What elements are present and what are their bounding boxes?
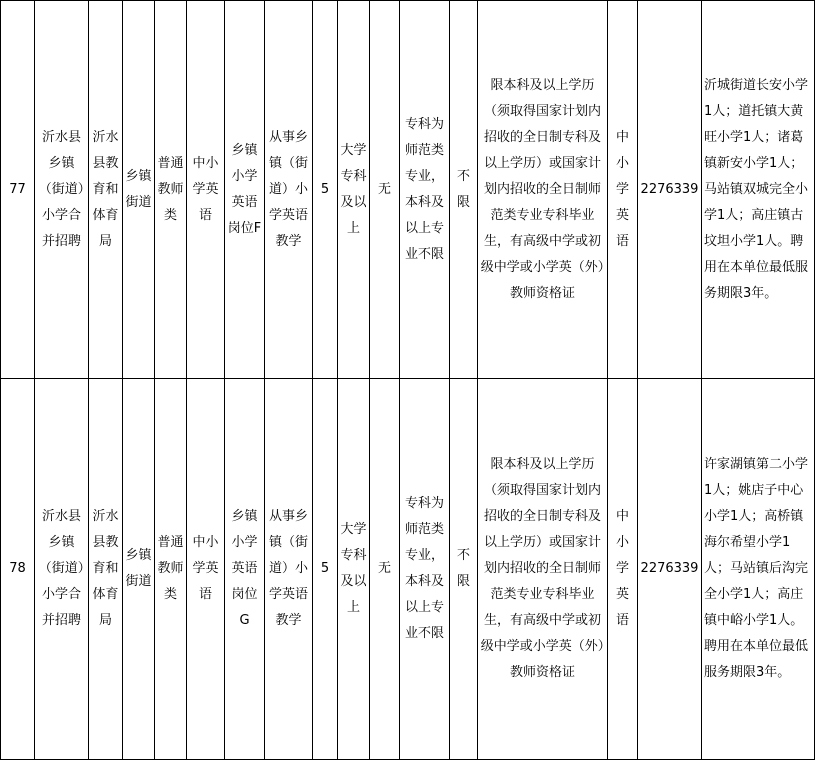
row-number: 78	[1, 379, 35, 760]
position-description: 从事乡镇（街道）小学英语教学	[265, 379, 313, 760]
position-category: 中小学英语	[187, 1, 225, 379]
contact-phone: 2276339	[638, 379, 702, 760]
hiring-unit: 乡镇街道	[123, 379, 155, 760]
table-row	[1, 379, 815, 760]
degree-requirement: 无	[370, 379, 400, 760]
position-name: 乡镇小学英语岗位F	[225, 1, 265, 379]
hire-count: 5	[313, 379, 338, 760]
hire-count: 5	[313, 1, 338, 379]
table-row	[1, 1, 815, 379]
remarks: 许家湖镇第二小学1人；姚店子中心小学1人；高桥镇海尔希望小学1人；马站镇后沟完全小学1人；高庄镇中峪小学1人。聘用在本单位最低服务期限3年。	[702, 379, 815, 760]
age-requirement: 不限	[450, 379, 478, 760]
contact-phone: 2276339	[638, 1, 702, 379]
department: 沂水县教育和体育局	[89, 1, 123, 379]
department: 沂水县教育和体育局	[89, 379, 123, 760]
education-requirement: 大学专科及以上	[338, 379, 370, 760]
position-type: 普通教师类	[155, 1, 187, 379]
position-category: 中小学英语	[187, 379, 225, 760]
age-requirement: 不限	[450, 1, 478, 379]
position-name: 乡镇小学英语岗位G	[225, 379, 265, 760]
exam-subject: 中小学英语	[608, 1, 638, 379]
degree-requirement: 无	[370, 1, 400, 379]
position-description: 从事乡镇（街道）小学英语教学	[265, 1, 313, 379]
other-requirements: 限本科及以上学历（须取得国家计划内招收的全日制专科及以上学历）或国家计划内招收的全日制师范类专业专科毕业生，有高级中学或初级中学或小学英（外）教师资格证	[478, 379, 608, 760]
project-name: 沂水县乡镇（街道）小学合并招聘	[35, 379, 89, 760]
remarks: 沂城街道长安小学1人；道托镇大黄旺小学1人；诸葛镇新安小学1人；马站镇双城完全小学1人；高庄镇古坟坦小学1人。聘用在本单位最低服务期限3年。	[702, 1, 815, 379]
project-name: 沂水县乡镇（街道）小学合并招聘	[35, 1, 89, 379]
position-type: 普通教师类	[155, 379, 187, 760]
exam-subject: 中小学英语	[608, 379, 638, 760]
major-requirement: 专科为师范类专业，本科及以上专业不限	[400, 379, 450, 760]
major-requirement: 专科为师范类专业，本科及以上专业不限	[400, 1, 450, 379]
other-requirements: 限本科及以上学历（须取得国家计划内招收的全日制专科及以上学历）或国家计划内招收的全日制师范类专业专科毕业生，有高级中学或初级中学或小学英（外）教师资格证	[478, 1, 608, 379]
education-requirement: 大学专科及以上	[338, 1, 370, 379]
hiring-unit: 乡镇街道	[123, 1, 155, 379]
row-number: 77	[1, 1, 35, 379]
